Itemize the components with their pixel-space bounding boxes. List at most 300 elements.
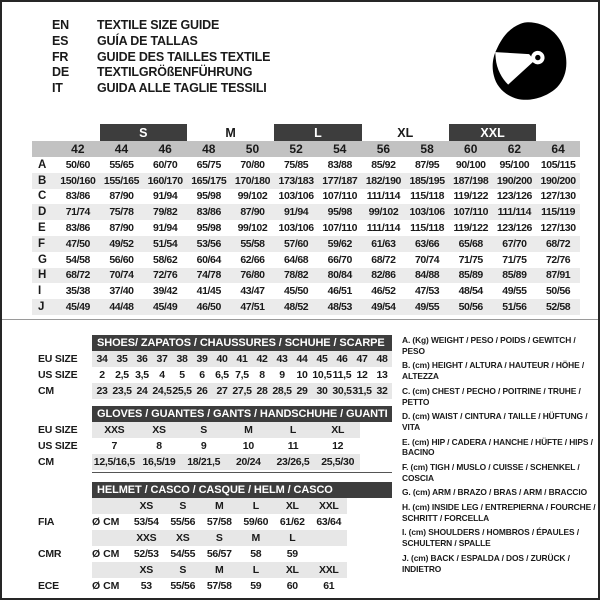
language-code: ES [52,33,69,48]
cell-value: XL [331,424,345,436]
size-label: M [215,564,224,576]
cell-value: 6 [199,369,205,381]
measurement-value: 190/200 [493,173,537,189]
row-label: A [38,158,47,171]
size-number: 52 [274,141,318,157]
measurement-value: 66/70 [327,253,352,266]
measurement-value: 67/70 [493,236,537,252]
cell-value: 56/57 [206,548,232,560]
cell-value: 53 [140,580,152,592]
measurement-value: 150/160 [56,173,100,189]
helmet-size-row [32,530,392,546]
row-label: US SIZE [38,369,78,381]
measurement-value: 190/200 [536,173,580,189]
measurement-value: 103/106 [278,190,314,203]
measurement-value: 79/82 [143,204,187,220]
measurement-value: 91/94 [274,204,318,220]
legend-item: H. (cm) INSIDE LEG / ENTREPIERNA / FOURCHE / SCHRITT / FORCELLA [402,501,596,523]
measurement-value: 160/170 [143,173,187,189]
size-number: 48 [187,141,231,157]
sub-table-row [32,454,392,470]
cell-value: 26 [196,385,208,397]
measurement-value: 177/187 [318,173,362,189]
measurement-value: 55/58 [231,236,275,252]
cell-value: 8 [156,440,162,452]
legend-item: D. (cm) WAIST / CINTURA / TAILLE / HÜFTUNG / VITA [402,411,588,432]
cell-value: 12,5/16,5 [93,456,135,468]
row-label: I [38,285,42,298]
measurement-value: 54/58 [65,253,90,266]
cell-value: 35 [116,353,128,365]
size-label: XL [285,500,299,512]
cell-value: 27,5 [232,385,252,397]
language-code: FR [52,49,69,64]
cell-value: 4 [159,369,165,381]
measurement-value: 95/98 [196,222,221,235]
measurement-value: 182/190 [362,173,406,189]
measurement-value: 173/183 [274,173,318,189]
measurement-row [32,299,580,315]
measurement-value: 70/80 [240,158,265,171]
unit-cell: Ø CM [92,516,120,528]
size-group-row [32,124,580,141]
size-number-row [32,141,580,157]
cell-value: L [289,424,297,436]
cell-value: 41 [236,353,248,365]
legend-item: I. (cm) SHOULDERS / HOMBROS / ÉPAULES / SCHULTERN / SPALLE [402,527,579,549]
row-values [128,562,347,578]
size-label [311,530,348,546]
measurement-value: 39/42 [153,285,178,298]
cell-value: XXS [104,424,125,436]
measurement-value: 87/90 [109,222,134,235]
cell-value: 2,5 [115,369,129,381]
measurement-value: 90/100 [455,158,486,171]
standard-label: ECE [38,580,59,592]
cell-value: 46 [336,353,348,365]
sub-table-row [32,367,392,383]
cell-value: 40 [216,353,228,365]
cell-value: 25,5/30 [321,456,355,468]
size-label: XXL [318,564,339,576]
cell-value: 7 [111,440,118,452]
measurement-value: 87/95 [414,158,440,171]
cell-value: 60 [286,580,298,592]
measurement-value: 115/118 [410,222,445,235]
cell-value: 54/55 [170,548,196,560]
measurement-value: 84/88 [405,268,449,284]
row-label: F [32,236,56,252]
measurement-value: 103/106 [405,204,449,220]
measurement-value: 35/38 [65,285,90,298]
measurement-value: 47/53 [414,285,440,298]
legend-item: J. (cm) BACK / ESPALDA / DOS / ZURÜCK / INDIETRO [402,552,570,574]
sub-table-row [32,438,392,454]
measurement-value: 111/114 [366,222,401,235]
measurement-value: 46/52 [371,285,396,298]
empty-cell [536,124,580,141]
measurement-value: 65/75 [196,158,221,171]
measurement-value: 43/47 [240,285,265,298]
helmet-size-row [32,562,392,578]
cell-value: 43 [276,353,288,365]
cell-value: 39 [196,353,208,365]
measurement-value: 60/64 [196,253,221,266]
section-divider [2,319,600,320]
cell-value: 20/24 [235,456,261,468]
measurement-legend [402,335,598,578]
cell-value: 23,5 [112,385,132,397]
measurement-value: 50/56 [449,299,493,315]
sub-table-row [32,383,392,399]
cell-value: 52/53 [133,548,159,560]
measurement-value: 111/114 [366,190,401,203]
row-label [32,562,92,578]
legend-item: G. (cm) ARM / BRAZO / BRAS / ARM / BRACCIO [402,487,588,498]
measurement-value: 65/68 [449,236,493,252]
cell-value: 61 [323,580,335,592]
legend-item: A. (Kg) WEIGHT / PESO / POIDS / GEWITCH / PESO [402,335,576,356]
cell-value: 59 [250,580,262,592]
measurement-value: 49/55 [405,299,449,315]
measurement-value: 72/76 [143,268,187,284]
cell-value: 48 [376,353,388,365]
size-number: 54 [318,141,362,157]
helmet-size-row [32,498,392,514]
measurement-row [32,252,580,268]
measurement-value: 99/102 [362,204,406,220]
gloves-rows [32,422,392,470]
measurement-value: 87/91 [536,268,580,284]
size-band [92,530,347,546]
size-band [92,498,347,514]
size-number: 60 [449,141,493,157]
measurement-value: 48/53 [318,299,362,315]
size-label: XXL [318,500,339,512]
measurement-value: 48/54 [458,285,483,298]
row-label: G [38,253,47,266]
size-number: 58 [405,141,449,157]
measurement-value: 111/114 [493,204,537,220]
measurement-value: 71/74 [56,204,100,220]
measurement-value: 57/60 [274,236,318,252]
language-item [52,65,270,81]
helmet-icon [486,16,570,106]
row-label: C [38,190,47,203]
language-item [52,50,270,66]
row-label: US SIZE [38,440,78,452]
measurement-value: 85/89 [449,268,493,284]
measurement-value: 51/54 [143,236,187,252]
measurement-value: 46/50 [187,299,231,315]
cell-value: 31,5 [352,385,372,397]
standard-label: FIA [38,516,55,528]
row-values [92,383,392,399]
measurement-value: 68/72 [536,236,580,252]
measurement-value: 82/86 [362,268,406,284]
row-label: EU SIZE [38,353,78,365]
measurement-value: 83/86 [65,190,90,203]
measurement-value: 99/102 [237,190,268,203]
cell-value: 30 [316,385,328,397]
cell-value: 42 [256,353,268,365]
shoes-rows [32,351,392,399]
measurement-value: 64/68 [283,253,309,266]
unit-cell [92,562,128,578]
measurement-value: 85/92 [371,158,396,171]
cell-value: 27 [216,385,228,397]
cell-value: 11 [287,440,299,452]
measurement-value: 47/51 [231,299,275,315]
unit-cell [92,530,128,546]
measurement-value: 83/86 [65,222,90,235]
size-label: XS [176,532,190,544]
size-number: 64 [536,141,580,157]
cell-value: 3,5 [135,369,149,381]
measurement-row [32,157,580,173]
measurement-row [32,204,580,220]
measurement-value: 123/126 [496,222,532,235]
cell-value: 25,5 [172,385,192,397]
measurement-value: 187/198 [449,173,493,189]
empty-cell [32,141,56,157]
measurement-value: 48/52 [274,299,318,315]
cell-value: 12 [356,369,368,381]
measurement-value: 60/70 [153,158,178,171]
row-values [128,498,347,514]
cell-value: 38 [176,353,188,365]
measurement-value: 59/62 [318,236,362,252]
size-label: XS [139,500,153,512]
cell-value: 32 [376,385,388,397]
measurement-value: 119/122 [453,190,489,203]
size-label: S [179,500,187,512]
size-group-xl: XL [362,124,449,141]
language-item [52,34,270,50]
measurement-value: 115/118 [410,190,445,203]
measurement-row [32,236,580,252]
cell-value: 59/60 [243,516,269,528]
row-label: EU SIZE [38,424,78,436]
standard-label: CMR [38,548,62,560]
measurement-value: 72/76 [545,253,571,266]
row-label: H [32,268,56,284]
measurement-row [32,189,580,205]
cell-value: 28 [256,385,268,397]
gloves-title: GLOVES / GUANTES / GANTS / HANDSCHUHE / GUANTI [92,406,392,422]
measurement-value: 155/165 [100,173,144,189]
textile-size-table [32,124,580,315]
measurement-value: 37/40 [109,285,134,298]
row-values [92,454,360,470]
cell-value: 29 [296,385,308,397]
measurement-value: 170/180 [231,173,275,189]
size-label: XXS [136,532,157,544]
measurement-value: 107/110 [322,222,358,235]
measurement-value: 49/55 [502,285,527,298]
helmet-value-row [32,578,392,594]
language-name: TEXTILE SIZE GUIDE [97,18,220,32]
size-band [92,562,347,578]
size-label: L [252,564,259,576]
measurement-value: 68/72 [56,268,100,284]
measurement-value: 45/50 [283,285,309,298]
measurement-value: 75/85 [283,158,309,171]
gloves-table [32,406,392,470]
cell-value: 11,5 [332,369,352,381]
cell-value: 8 [259,369,265,381]
cell-value: 36 [136,353,148,365]
size-label: L [289,532,296,544]
cell-value: 57/58 [206,516,232,528]
measurement-value: 78/82 [274,268,318,284]
cell-value: 10 [296,369,308,381]
row-values [128,530,347,546]
measurement-value: 47/50 [56,236,100,252]
language-list [52,18,270,97]
measurement-value: 105/115 [540,158,576,171]
size-number: 50 [231,141,275,157]
measurement-value: 80/84 [318,268,362,284]
cell-value: 2 [99,369,105,381]
size-number: 56 [362,141,406,157]
helmet-size-table [32,482,392,594]
measurement-value: 185/195 [405,173,449,189]
row-label: E [38,222,46,235]
measurement-value: 46/51 [327,285,352,298]
cell-value: 24 [136,385,148,397]
measurement-value: 63/66 [405,236,449,252]
row-label: CM [38,456,54,468]
measurement-row [32,268,580,284]
cell-value: 23 [96,385,108,397]
language-code: EN [52,18,69,32]
measurement-value: 45/49 [56,299,100,315]
language-name: TEXTILGRÖßENFÜHRUNG [97,65,253,80]
cell-value: XS [152,424,166,436]
measurement-value: 68/72 [371,253,396,266]
measurement-value: 50/56 [545,285,571,298]
measurement-value: 85/89 [493,268,537,284]
cell-value: 12 [332,440,344,452]
legend-item: E. (cm) HIP / CADERA / HANCHE / HÜFTE / HIPS / BACINO [402,436,593,458]
measurement-value: 127/130 [540,222,576,235]
unit-cell [92,498,128,514]
cell-value: 55/56 [170,516,196,528]
row-label: J [32,299,56,315]
cell-value: 10 [242,440,254,452]
cell-value: 5 [179,369,185,381]
size-group-s: S [100,124,187,141]
sub-table-row [32,422,392,438]
row-label: B [32,173,56,189]
value-band [92,514,347,530]
sub-table-row [32,351,392,367]
measurement-value: 70/74 [100,268,144,284]
measurement-value: 107/110 [449,204,493,220]
measurement-value: 83/88 [327,158,352,171]
row-label: D [32,204,56,220]
measurement-value: 56/60 [109,253,134,266]
size-group-xxl: XXL [449,124,536,141]
cell-value: S [200,424,208,436]
row-label [32,530,92,546]
language-item [52,81,270,97]
size-group-l: L [274,124,361,141]
cell-value: 13 [376,369,388,381]
cell-value: M [244,424,253,436]
measurement-value: 115/119 [536,204,580,220]
measurement-value: 52/58 [536,299,580,315]
row-label [32,498,92,514]
measurement-value: 74/78 [187,268,231,284]
value-band [92,578,347,594]
measurement-value: 71/75 [502,253,527,266]
row-values [92,438,360,454]
legend-item: C. (cm) CHEST / PECHO / POITRINE / TRUHE / PETTO [402,385,581,407]
measurement-value: 95/98 [318,204,362,220]
measurement-value: 51/56 [493,299,537,315]
helmet-rows [32,498,392,594]
unit-cell: Ø CM [92,580,120,592]
cell-value: 24,5 [152,385,172,397]
language-code: IT [52,81,63,96]
cell-value: 57/58 [206,580,232,592]
cell-value: 44 [296,353,308,365]
cell-value: 6,5 [215,369,229,381]
size-label: S [179,564,187,576]
language-code: DE [52,65,69,80]
measurement-value: 87/90 [109,190,134,203]
measurement-value: 61/63 [362,236,406,252]
measurement-row [32,220,580,236]
measurement-value: 99/102 [237,222,268,235]
row-values [128,546,347,562]
measurement-value: 76/80 [231,268,275,284]
measurement-value: 58/62 [153,253,178,266]
cell-value [311,546,348,562]
shoes-table [32,335,392,399]
cell-value: 59 [286,548,298,560]
unit-cell: Ø CM [92,548,120,560]
cell-value: 9 [200,440,207,452]
measurement-value: 41/45 [196,285,221,298]
measurement-value: 103/106 [278,222,314,235]
textile-size-table-wrap [32,124,580,315]
measurement-value: 91/94 [153,222,178,235]
language-item [52,18,270,34]
row-label: CM [38,385,54,397]
size-number: 44 [100,141,144,157]
cell-value: 55/56 [170,580,196,592]
measurement-value: 83/86 [187,204,231,220]
empty-cell [32,124,100,141]
cell-value: 37 [156,353,168,365]
measurement-value: 165/175 [187,173,231,189]
measurement-value: 87/90 [231,204,275,220]
cell-value: 10,5 [312,369,332,381]
measurement-row [32,173,580,189]
measurement-value: 70/74 [414,253,440,266]
cell-value: 30,5 [332,385,352,397]
cell-value: 61/62 [279,516,305,528]
measurement-value: 49/52 [100,236,144,252]
measurement-value: 44/48 [100,299,144,315]
cell-value: 53/54 [133,516,159,528]
language-name: GUIDE DES TAILLES TEXTILE [97,49,271,64]
cell-value: 18/21,5 [187,456,221,468]
legend-item: B. (cm) HEIGHT / ALTURA / HAUTEUR / HÖHE / ALTEZZA [402,360,585,382]
